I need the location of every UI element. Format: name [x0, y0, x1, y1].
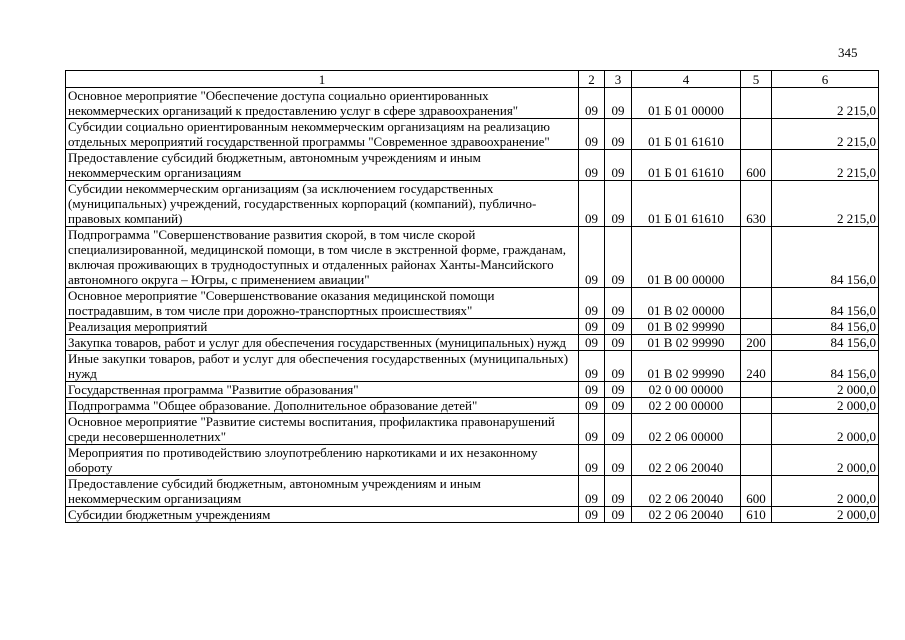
row-expense-type	[741, 398, 772, 414]
table-row	[66, 445, 879, 476]
table-row	[66, 181, 879, 227]
row-section: 09	[579, 181, 605, 227]
row-section: 09	[579, 119, 605, 150]
table-row	[66, 319, 879, 335]
table-body	[66, 88, 879, 523]
row-subsection: 09	[605, 288, 632, 319]
row-amount: 84 156,0	[772, 227, 879, 288]
column-header-2: 2	[579, 71, 605, 88]
row-subsection: 09	[605, 319, 632, 335]
row-subsection: 09	[605, 181, 632, 227]
row-section: 09	[579, 351, 605, 382]
row-subsection: 09	[605, 414, 632, 445]
column-header-5: 5	[741, 71, 772, 88]
row-amount: 84 156,0	[772, 288, 879, 319]
row-expense-type	[741, 119, 772, 150]
row-name: Основное мероприятие "Совершенствование оказания медицинской помощи пострадавшим, в том числе при дорожно-транспортных происшествиях"	[66, 288, 579, 319]
row-name: Основное мероприятие "Обеспечение доступа социально ориентированных некоммерческих организаций к предоставлению услуг в сфере здравоохранения"	[66, 88, 579, 119]
row-expense-type	[741, 445, 772, 476]
row-name: Подпрограмма "Совершенствование развития скорой, в том числе скорой специализированной, медицинской помощи, в том числе в экстренной форме, гражданам, включая проживающих в труднодоступных и отдаленных районах Ханты-Мансийского автономного округа – Югры, с применением авиации"	[66, 227, 579, 288]
table-row	[66, 351, 879, 382]
page-number: 345	[838, 45, 858, 60]
row-name: Субсидии бюджетным учреждениям	[66, 507, 579, 523]
row-target-article: 01 Б 01 61610	[632, 181, 741, 227]
row-amount: 2 000,0	[772, 507, 879, 523]
row-section: 09	[579, 319, 605, 335]
table-row	[66, 288, 879, 319]
table-row	[66, 398, 879, 414]
row-section: 09	[579, 88, 605, 119]
row-section: 09	[579, 414, 605, 445]
row-expense-type: 600	[741, 476, 772, 507]
row-section: 09	[579, 288, 605, 319]
table-row	[66, 476, 879, 507]
row-target-article: 01 Б 01 61610	[632, 119, 741, 150]
row-expense-type	[741, 227, 772, 288]
row-amount: 2 000,0	[772, 476, 879, 507]
row-expense-type	[741, 88, 772, 119]
table-row	[66, 88, 879, 119]
row-subsection: 09	[605, 351, 632, 382]
row-name: Иные закупки товаров, работ и услуг для обеспечения государственных (муниципальных) нужд	[66, 351, 579, 382]
row-name: Подпрограмма "Общее образование. Дополнительное образование детей"	[66, 398, 579, 414]
row-subsection: 09	[605, 507, 632, 523]
row-target-article: 02 2 06 00000	[632, 414, 741, 445]
row-amount: 84 156,0	[772, 319, 879, 335]
column-header-3: 3	[605, 71, 632, 88]
row-amount: 2 000,0	[772, 382, 879, 398]
row-expense-type	[741, 319, 772, 335]
row-subsection: 09	[605, 382, 632, 398]
column-header-1: 1	[66, 71, 579, 88]
row-target-article: 02 2 00 00000	[632, 398, 741, 414]
row-section: 09	[579, 445, 605, 476]
row-section: 09	[579, 227, 605, 288]
row-name: Субсидии некоммерческим организациям (за исключением государственных (муниципальных) учреждений, государственных корпораций (компаний), публично-правовых компаний)	[66, 181, 579, 227]
row-name: Предоставление субсидий бюджетным, автономным учреждениям и иным некоммерческим организациям	[66, 476, 579, 507]
row-name: Субсидии социально ориентированным некоммерческим организациям на реализацию отдельных мероприятий государственной программы "Современное здравоохранение"	[66, 119, 579, 150]
row-target-article: 01 В 00 00000	[632, 227, 741, 288]
row-target-article: 01 В 02 99990	[632, 319, 741, 335]
row-subsection: 09	[605, 150, 632, 181]
row-amount: 2 000,0	[772, 445, 879, 476]
row-section: 09	[579, 382, 605, 398]
row-expense-type	[741, 382, 772, 398]
row-name: Предоставление субсидий бюджетным, автономным учреждениям и иным некоммерческим организациям	[66, 150, 579, 181]
row-name: Мероприятия по противодействию злоупотреблению наркотиками и их незаконному обороту	[66, 445, 579, 476]
row-name: Государственная программа "Развитие образования"	[66, 382, 579, 398]
row-subsection: 09	[605, 476, 632, 507]
row-target-article: 02 2 06 20040	[632, 445, 741, 476]
budget-table	[65, 70, 879, 523]
row-subsection: 09	[605, 398, 632, 414]
table-row	[66, 227, 879, 288]
row-name: Основное мероприятие "Развитие системы воспитания, профилактика правонарушений среди несовершеннолетних"	[66, 414, 579, 445]
row-expense-type	[741, 414, 772, 445]
column-header-4: 4	[632, 71, 741, 88]
row-name: Реализация мероприятий	[66, 319, 579, 335]
table-row	[66, 382, 879, 398]
row-subsection: 09	[605, 227, 632, 288]
row-amount: 2 215,0	[772, 119, 879, 150]
row-amount: 2 000,0	[772, 398, 879, 414]
row-expense-type: 610	[741, 507, 772, 523]
row-expense-type: 630	[741, 181, 772, 227]
row-target-article: 02 2 06 20040	[632, 507, 741, 523]
row-target-article: 01 В 02 00000	[632, 288, 741, 319]
row-target-article: 01 В 02 99990	[632, 335, 741, 351]
row-target-article: 02 0 00 00000	[632, 382, 741, 398]
row-section: 09	[579, 335, 605, 351]
row-target-article: 01 В 02 99990	[632, 351, 741, 382]
row-amount: 84 156,0	[772, 335, 879, 351]
row-section: 09	[579, 150, 605, 181]
row-amount: 2 215,0	[772, 150, 879, 181]
header-row	[66, 71, 879, 88]
row-expense-type	[741, 288, 772, 319]
row-amount: 2 215,0	[772, 181, 879, 227]
row-target-article: 01 Б 01 00000	[632, 88, 741, 119]
table-row	[66, 507, 879, 523]
table-row	[66, 119, 879, 150]
row-expense-type: 200	[741, 335, 772, 351]
row-section: 09	[579, 507, 605, 523]
row-section: 09	[579, 398, 605, 414]
table-row	[66, 335, 879, 351]
table-row	[66, 414, 879, 445]
row-target-article: 01 Б 01 61610	[632, 150, 741, 181]
table-row	[66, 150, 879, 181]
row-name: Закупка товаров, работ и услуг для обеспечения государственных (муниципальных) нужд	[66, 335, 579, 351]
row-section: 09	[579, 476, 605, 507]
row-amount: 2 000,0	[772, 414, 879, 445]
row-amount: 2 215,0	[772, 88, 879, 119]
row-subsection: 09	[605, 445, 632, 476]
row-subsection: 09	[605, 119, 632, 150]
column-header-6: 6	[772, 71, 879, 88]
row-subsection: 09	[605, 88, 632, 119]
row-expense-type: 240	[741, 351, 772, 382]
row-subsection: 09	[605, 335, 632, 351]
row-target-article: 02 2 06 20040	[632, 476, 741, 507]
row-expense-type: 600	[741, 150, 772, 181]
row-amount: 84 156,0	[772, 351, 879, 382]
